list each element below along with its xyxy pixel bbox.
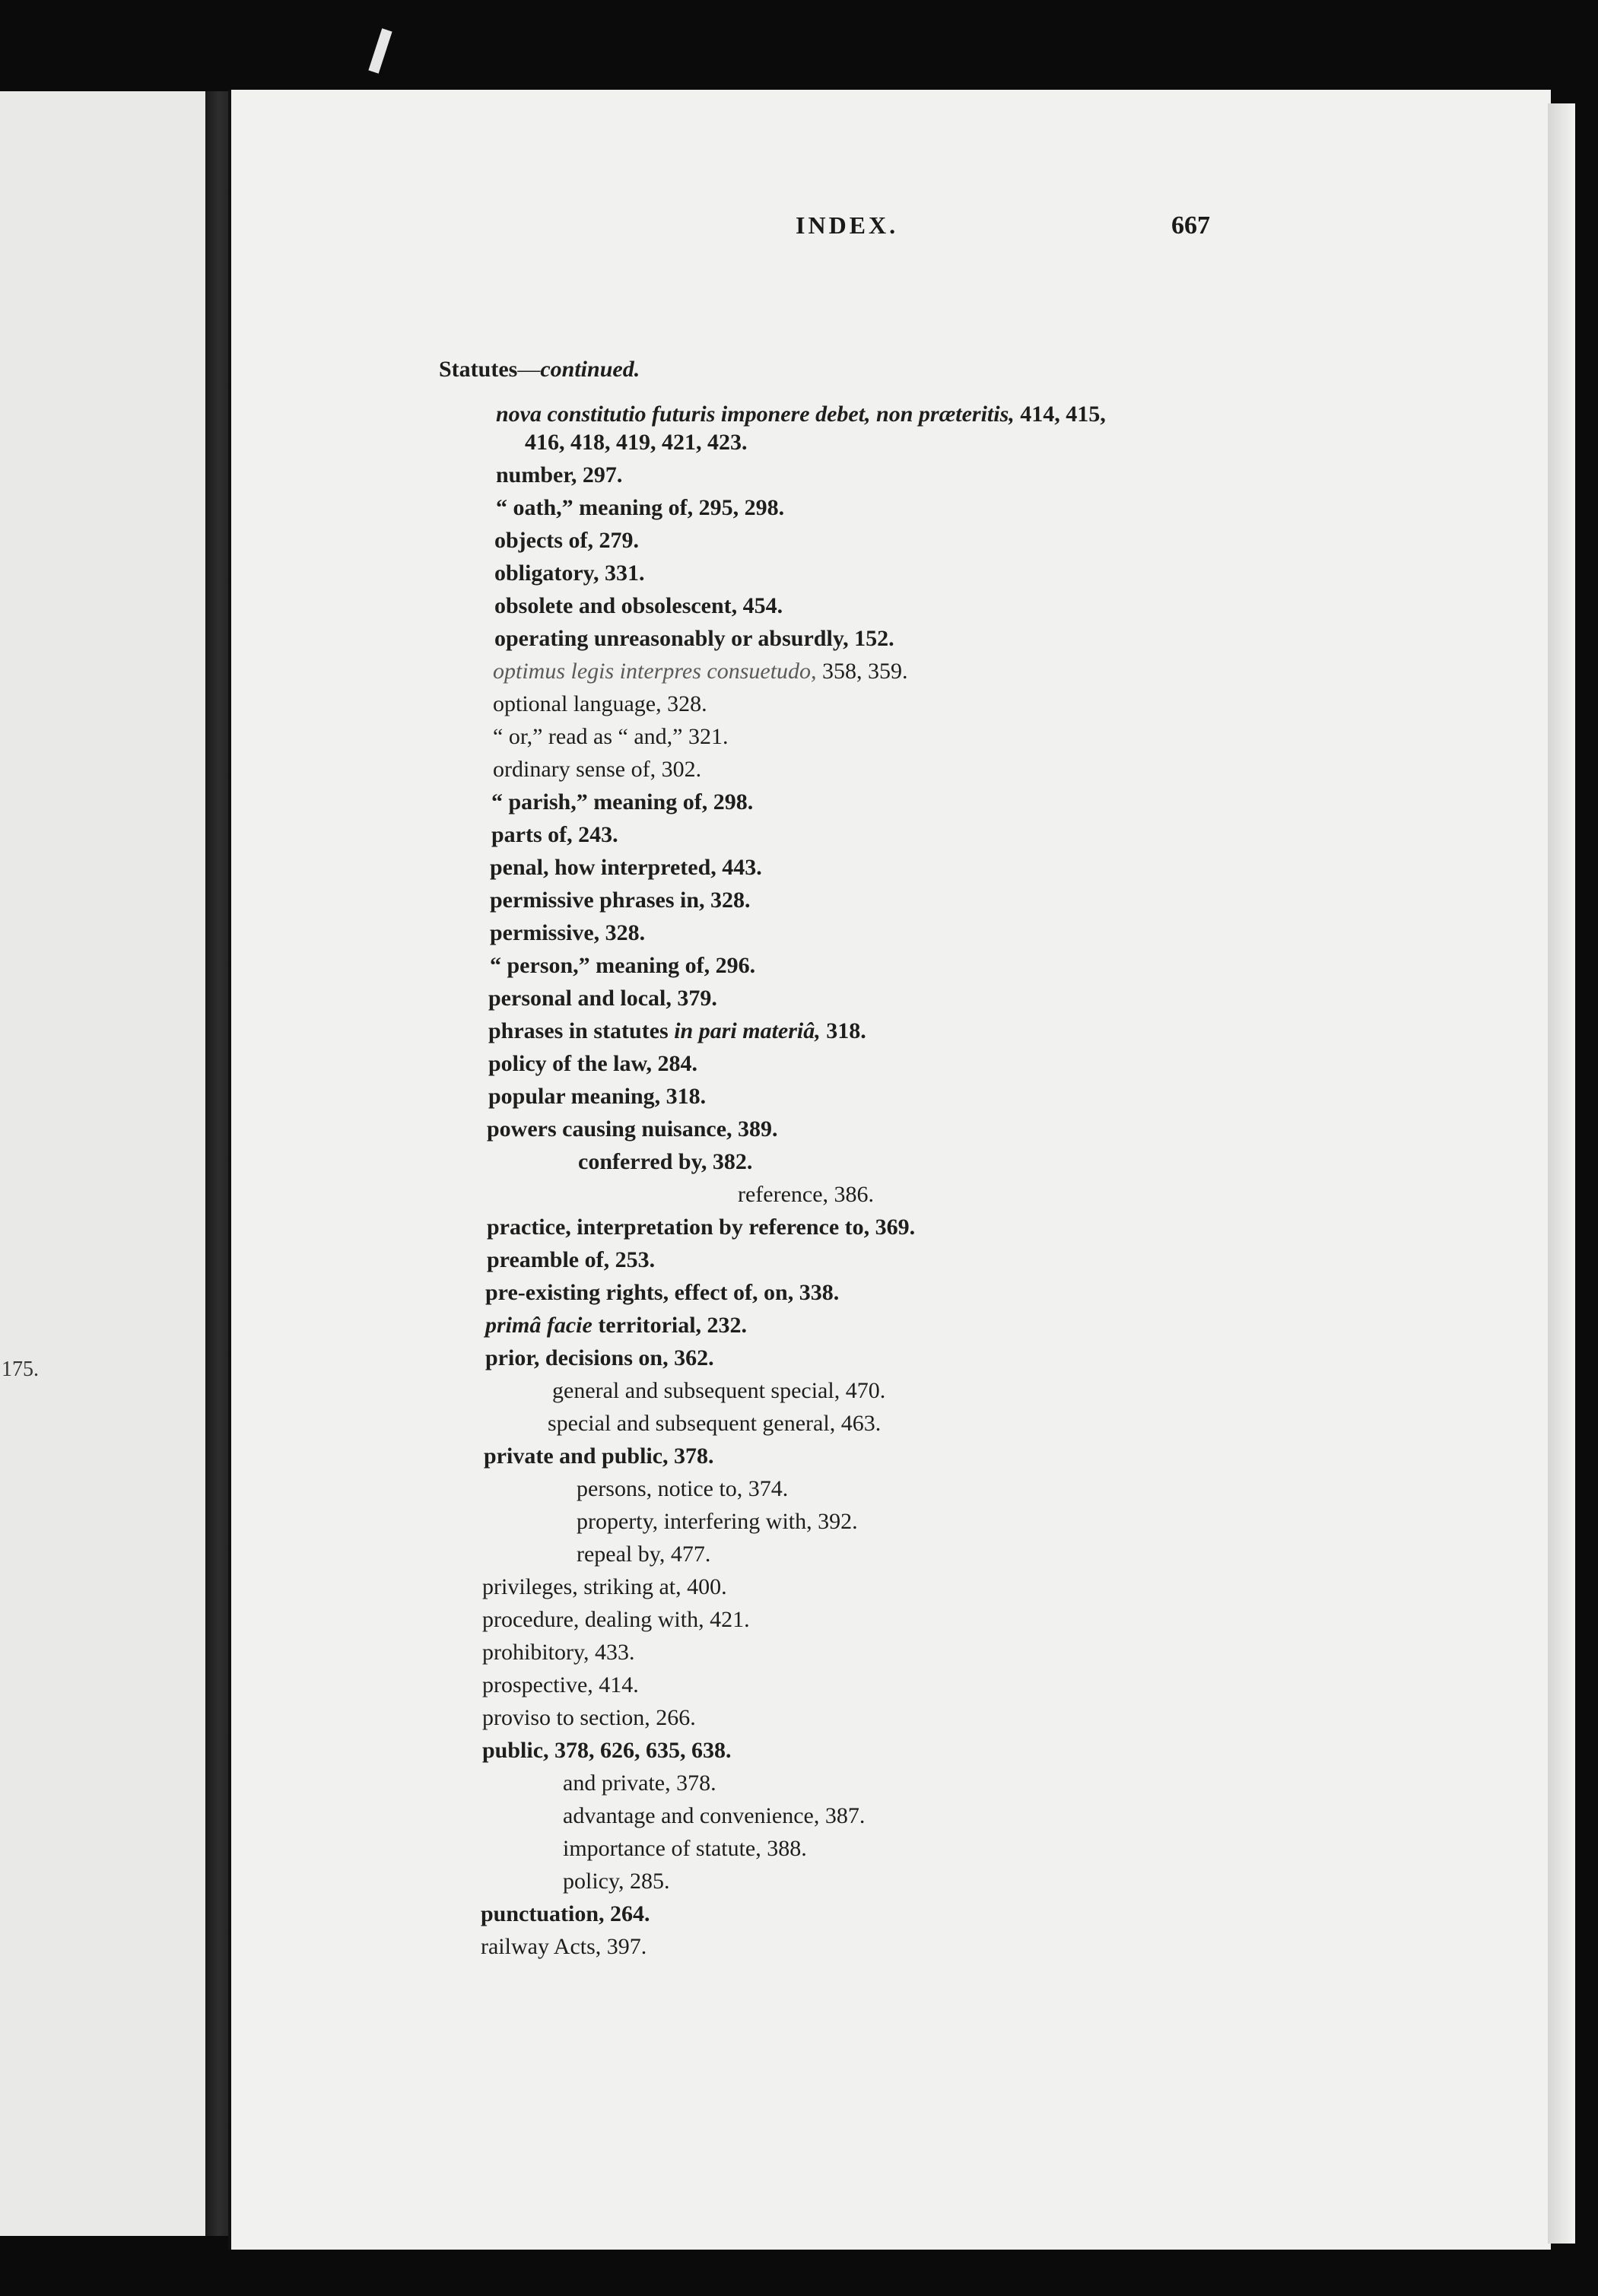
- index-entry: 416, 418, 419, 421, 423.: [525, 430, 748, 455]
- index-entry: parts of, 243.: [491, 822, 618, 847]
- index-entry: punctuation, 264.: [481, 1901, 650, 1926]
- index-subentry: advantage and convenience, 387.: [563, 1803, 866, 1828]
- left-page-fragment: 175.: [2, 1358, 39, 1381]
- index-entry: permissive phrases in, 328.: [490, 888, 751, 913]
- index-subentry: persons, notice to, 374.: [577, 1476, 789, 1501]
- index-entry: privileges, striking at, 400.: [482, 1574, 727, 1599]
- index-entry: phrases in statutes in pari materiâ, 318.: [488, 1018, 866, 1043]
- index-entry: private and public, 378.: [484, 1443, 714, 1469]
- margin-mark: [368, 28, 392, 73]
- index-entry: “ or,” read as “ and,” 321.: [493, 724, 729, 749]
- latin-phrase: in pari materiâ,: [674, 1018, 821, 1043]
- index-subentry: conferred by, 382.: [578, 1149, 753, 1174]
- index-entry: objects of, 279.: [494, 528, 639, 553]
- latin-phrase: primâ facie: [485, 1313, 592, 1338]
- index-entry: “ person,” meaning of, 296.: [490, 953, 756, 978]
- index-entry: ordinary sense of, 302.: [493, 757, 702, 782]
- index-entry: powers causing nuisance, 389.: [487, 1116, 778, 1142]
- index-subentry: policy, 285.: [563, 1869, 670, 1894]
- index-subentry: repeal by, 477.: [577, 1542, 711, 1567]
- index-entry: preamble of, 253.: [487, 1247, 656, 1272]
- index-entry: obligatory, 331.: [494, 561, 645, 586]
- index-entry: number, 297.: [496, 462, 623, 487]
- index-subentry: special and subsequent general, 463.: [548, 1411, 882, 1436]
- index-entry: proviso to section, 266.: [482, 1705, 696, 1730]
- index-entry: optimus legis interpres consuetudo, 358, 359.: [493, 659, 908, 684]
- index-entry: nova constitutio futuris imponere debet, non præteritis, 414, 415,: [496, 402, 1106, 427]
- running-head: INDEX.: [796, 211, 899, 239]
- index-entry: obsolete and obsolescent, 454.: [494, 593, 783, 618]
- index-subentry: importance of statute, 388.: [563, 1836, 807, 1861]
- index-entry: railway Acts, 397.: [481, 1934, 647, 1959]
- index-entry: operating unreasonably or absurdly, 152.: [494, 626, 894, 651]
- index-entry: “ oath,” meaning of, 295, 298.: [496, 495, 785, 520]
- left-page: [0, 91, 208, 2236]
- heading-dash: —: [517, 357, 541, 382]
- index-entry: public, 378, 626, 635, 638.: [482, 1738, 732, 1763]
- latin-phrase: optimus legis interpres consuetudo,: [493, 659, 817, 684]
- heading-note: continued.: [540, 357, 640, 382]
- index-entry: prospective, 414.: [482, 1672, 639, 1697]
- index-entry: prohibitory, 433.: [482, 1640, 635, 1665]
- index-subentry: reference, 386.: [738, 1182, 875, 1207]
- index-entry: personal and local, 379.: [488, 986, 717, 1011]
- index-entry: procedure, dealing with, 421.: [482, 1607, 750, 1632]
- index-entry: primâ facie territorial, 232.: [485, 1313, 748, 1338]
- latin-phrase: nova constitutio futuris imponere debet, non præteritis,: [496, 402, 1015, 427]
- heading-word: Statutes: [439, 357, 518, 382]
- index-subentry: general and subsequent special, 470.: [552, 1378, 886, 1403]
- index-entry: “ parish,” meaning of, 298.: [491, 789, 754, 815]
- index-entry: prior, decisions on, 362.: [485, 1345, 714, 1370]
- index-entry: penal, how interpreted, 443.: [490, 855, 762, 880]
- index-subentry: and private, 378.: [563, 1770, 716, 1796]
- page-number: 667: [1171, 211, 1210, 240]
- page-edge: [1548, 103, 1575, 2244]
- index-entry: permissive, 328.: [490, 920, 646, 945]
- index-heading: [439, 356, 640, 383]
- index-entry: popular meaning, 318.: [488, 1084, 707, 1109]
- index-entry: pre-existing rights, effect of, on, 338.: [485, 1280, 840, 1305]
- index-subentry: property, interfering with, 392.: [577, 1509, 858, 1534]
- page-header: [228, 211, 1548, 249]
- index-entry: policy of the law, 284.: [488, 1051, 697, 1076]
- index-entry: practice, interpretation by reference to, 369.: [487, 1215, 916, 1240]
- index-entry: optional language, 328.: [493, 691, 707, 716]
